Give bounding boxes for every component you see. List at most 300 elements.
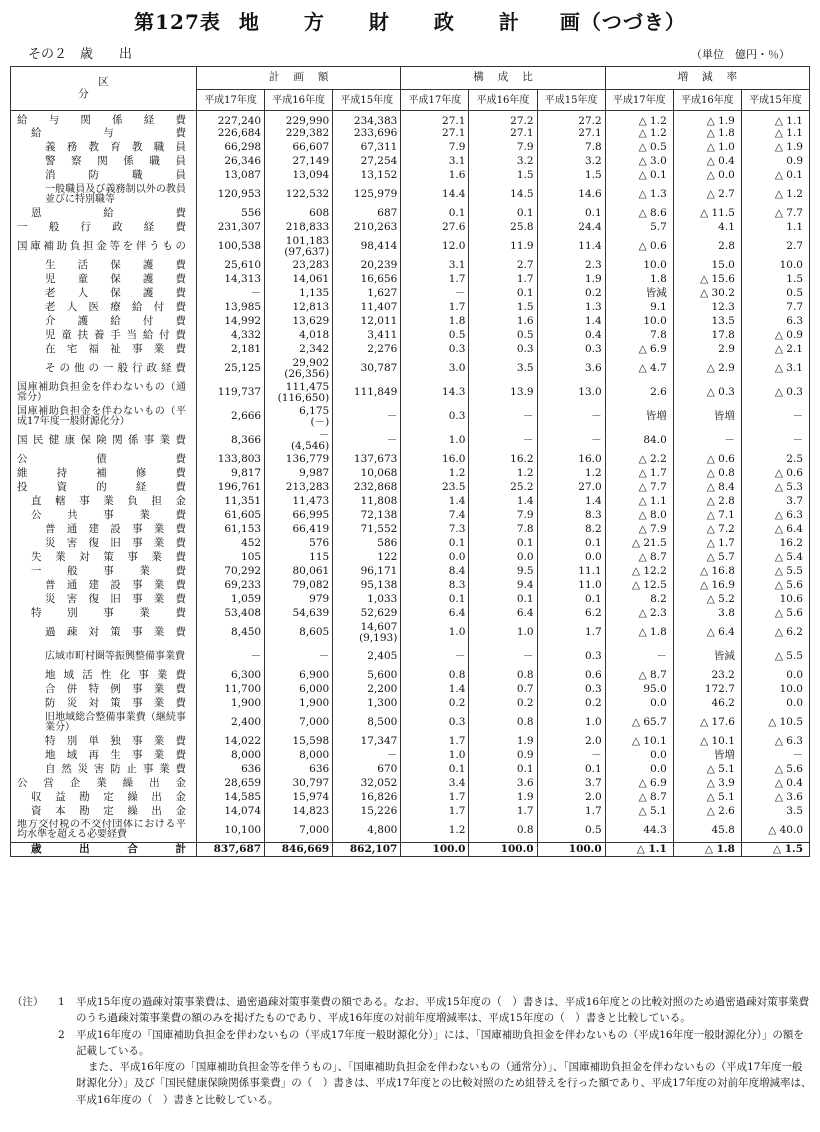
cell-text: － — [386, 410, 398, 423]
cell-value — [673, 169, 741, 183]
cell-text: 84.0 — [643, 434, 667, 447]
cell-text: 2,666 — [231, 410, 262, 423]
cell-text: 5,600 — [367, 669, 398, 682]
cell-text: 13,629 — [292, 315, 330, 328]
cell-value — [469, 287, 537, 301]
cell-value — [469, 593, 537, 607]
cell-text: 1.7 — [448, 735, 466, 748]
row-label: 直轄事業負担金 — [11, 495, 197, 509]
cell-text: △ 2.6 — [706, 805, 735, 818]
row-label: 給与関係経費 — [11, 111, 197, 127]
cell-text: △ 3.1 — [774, 362, 803, 375]
cell-text: 100.0 — [568, 843, 602, 856]
row-label: 国庫補助負担金を伴わないもの（通常分） — [11, 381, 197, 405]
cell-text: 1.3 — [584, 301, 602, 314]
cell-text: 0.0 — [650, 749, 667, 762]
cell-value — [401, 593, 469, 607]
cell-value — [605, 523, 673, 537]
cell-text: － — [454, 287, 466, 300]
cell-text: 0.5 — [584, 824, 602, 837]
header-year: 平成15年度 — [333, 90, 401, 111]
cell-text: 7,000 — [299, 716, 330, 729]
cell-text: 1.5 — [516, 301, 534, 314]
cell-value — [537, 287, 605, 301]
cell-value — [265, 607, 333, 621]
cell-value — [537, 169, 605, 183]
cell-value — [605, 805, 673, 819]
cell-value — [537, 155, 605, 169]
cell-value — [265, 259, 333, 273]
cell-value — [537, 467, 605, 481]
cell-text: 556 — [241, 207, 262, 220]
cell-value — [265, 509, 333, 523]
cell-value — [401, 111, 469, 127]
row-label: 国民健康保険関係事業費 — [11, 429, 197, 453]
cell-text: △ 7.7 — [774, 207, 803, 220]
cell-value — [265, 805, 333, 819]
note-item — [12, 1027, 812, 1060]
cell-value — [605, 453, 673, 467]
cell-value — [605, 669, 673, 683]
cell-text: 133,803 — [217, 453, 262, 466]
cell-value — [741, 141, 809, 155]
cell-text: 0.7 — [516, 683, 534, 696]
row-label: 一般職員及び義務制以外の教員並びに特別職等 — [11, 183, 197, 207]
cell-text: 66,419 — [292, 523, 330, 536]
cell-value — [401, 819, 469, 843]
cell-text: △ 1.1 — [636, 843, 667, 856]
cell-value — [741, 593, 809, 607]
cell-text: 16.0 — [578, 453, 602, 466]
cell-value — [265, 645, 333, 669]
cell-value — [673, 287, 741, 301]
cell-text: 1,627 — [367, 287, 398, 300]
cell-text: 45.8 — [711, 824, 735, 837]
cell-value — [333, 551, 401, 565]
cell-text: △ 5.1 — [638, 805, 667, 818]
table-row — [11, 357, 810, 381]
cell-value — [537, 843, 605, 857]
cell-value — [401, 467, 469, 481]
cell-value — [537, 207, 605, 221]
header-plan-amount: 計画額 — [197, 67, 401, 90]
header-year: 平成16年度 — [265, 90, 333, 111]
cell-value — [333, 155, 401, 169]
cell-value — [265, 207, 333, 221]
cell-text: 1.4 — [448, 495, 466, 508]
cell-text: 0.9 — [786, 155, 803, 168]
cell-text: 210,263 — [353, 221, 398, 234]
cell-value — [333, 763, 401, 777]
cell-text: 27.1 — [510, 127, 534, 140]
cell-value — [333, 357, 401, 381]
cell-value — [741, 735, 809, 749]
cell-comparison-value: (116,650) — [277, 391, 330, 404]
cell-value — [401, 607, 469, 621]
cell-text: △ 2.2 — [638, 453, 667, 466]
cell-value — [673, 453, 741, 467]
cell-text: 11,351 — [224, 495, 262, 508]
cell-text: 69,233 — [224, 579, 262, 592]
cell-value — [401, 749, 469, 763]
cell-text: 8,000 — [299, 749, 330, 762]
cell-value — [401, 259, 469, 273]
cell-text: △ 10.1 — [700, 735, 735, 748]
cell-value — [197, 221, 265, 235]
cell-value — [673, 141, 741, 155]
cell-text: 2.6 — [650, 386, 667, 399]
cell-value — [673, 843, 741, 857]
row-label: 地域活性化事業費 — [11, 669, 197, 683]
cell-text: 3.8 — [718, 607, 735, 620]
cell-value — [469, 607, 537, 621]
table-row — [11, 381, 810, 405]
cell-value — [537, 453, 605, 467]
cell-value — [197, 683, 265, 697]
cell-value — [401, 481, 469, 495]
cell-value — [197, 343, 265, 357]
cell-value — [333, 697, 401, 711]
cell-value — [197, 141, 265, 155]
table-row — [11, 481, 810, 495]
cell-value — [605, 509, 673, 523]
cell-text: 7.8 — [516, 523, 534, 536]
cell-value — [673, 683, 741, 697]
cell-value — [265, 343, 333, 357]
cell-value — [537, 495, 605, 509]
cell-text: 1.1 — [786, 221, 803, 234]
cell-value — [333, 259, 401, 273]
table-row — [11, 453, 810, 467]
cell-text: － — [656, 650, 667, 663]
cell-value — [741, 537, 809, 551]
cell-text: 1.0 — [448, 749, 466, 762]
cell-text: 2.9 — [718, 343, 735, 356]
cell-text: 7.8 — [650, 329, 667, 342]
cell-text: 13,985 — [224, 301, 262, 314]
cell-value — [741, 579, 809, 593]
cell-value — [197, 509, 265, 523]
cell-text: 7.9 — [516, 509, 534, 522]
table-row — [11, 315, 810, 329]
cell-text: － — [250, 287, 262, 300]
cell-text: 229,990 — [285, 114, 330, 127]
cell-value — [537, 791, 605, 805]
cell-text: 72,138 — [360, 509, 398, 522]
cell-value — [741, 791, 809, 805]
cell-text: 9,817 — [231, 467, 262, 480]
cell-text: △ 1.7 — [638, 467, 667, 480]
cell-value — [537, 669, 605, 683]
cell-text: 79,082 — [292, 579, 330, 592]
cell-text: 0.1 — [448, 537, 466, 550]
cell-text: △ 0.3 — [706, 386, 735, 399]
cell-text: △ 10.1 — [631, 735, 667, 748]
cell-text: 16,656 — [360, 273, 398, 286]
cell-text: △ 30.2 — [700, 287, 735, 300]
cell-text: 71,552 — [360, 523, 398, 536]
cell-value — [197, 711, 265, 735]
cell-text: 8.2 — [584, 523, 602, 536]
cell-value — [605, 467, 673, 481]
cell-value — [605, 819, 673, 843]
row-label: 消防職員 — [11, 169, 197, 183]
cell-value — [605, 329, 673, 343]
cell-text: 100.0 — [432, 843, 466, 856]
cell-text: △ 8.6 — [638, 207, 667, 220]
cell-value — [605, 683, 673, 697]
table-row — [11, 273, 810, 287]
cell-text: － — [523, 410, 534, 423]
cell-value — [265, 111, 333, 127]
cell-value — [401, 273, 469, 287]
cell-value — [469, 669, 537, 683]
cell-text: 0.1 — [516, 287, 534, 300]
cell-text: 3.4 — [448, 777, 466, 790]
cell-text: △ 0.3 — [774, 386, 803, 399]
cell-value — [401, 169, 469, 183]
cell-text: 8.3 — [448, 579, 466, 592]
cell-text: 0.1 — [584, 763, 602, 776]
table-row — [11, 127, 810, 141]
cell-value — [401, 207, 469, 221]
cell-value — [333, 221, 401, 235]
row-label: 児童扶養手当給付費 — [11, 329, 197, 343]
cell-value — [673, 273, 741, 287]
cell-text: △ 0.4 — [706, 155, 735, 168]
row-label: 災害復旧事業費 — [11, 537, 197, 551]
title-part: 画（つづき） — [559, 10, 686, 34]
cell-text: △ 7.9 — [638, 523, 667, 536]
cell-value — [265, 273, 333, 287]
cell-text: 0.8 — [448, 669, 466, 682]
cell-text: △ 1.1 — [774, 127, 803, 140]
cell-value — [401, 315, 469, 329]
cell-text: 16.2 — [779, 537, 803, 550]
cell-value — [469, 259, 537, 273]
cell-value — [197, 235, 265, 259]
cell-text: 196,761 — [217, 481, 262, 494]
cell-text: 862,107 — [349, 843, 398, 856]
cell-value — [197, 127, 265, 141]
cell-value — [401, 343, 469, 357]
cell-text: 1.2 — [584, 467, 602, 480]
cell-text: 15.0 — [711, 259, 735, 272]
cell-value — [333, 453, 401, 467]
cell-text: 14.5 — [510, 188, 534, 201]
cell-text: 8.3 — [584, 509, 602, 522]
cell-text: △ 0.4 — [774, 777, 803, 790]
row-label: 恩給費 — [11, 207, 197, 221]
cell-value — [741, 819, 809, 843]
cell-text: △ 1.9 — [774, 141, 803, 154]
cell-value — [673, 805, 741, 819]
row-label: その他の一般行政経費 — [11, 357, 197, 381]
cell-text: 54,639 — [292, 607, 330, 620]
cell-text: 13.9 — [510, 386, 534, 399]
cell-text: 1.4 — [448, 683, 466, 696]
cell-text: 11.1 — [578, 565, 602, 578]
table-row — [11, 221, 810, 235]
cell-text: 95.0 — [643, 683, 667, 696]
cell-value — [401, 683, 469, 697]
cell-text: 3.2 — [516, 155, 534, 168]
cell-text: 2,405 — [367, 650, 398, 663]
cell-text: － — [318, 429, 330, 442]
cell-text: △ 0.5 — [638, 141, 667, 154]
cell-text: 1.2 — [516, 467, 534, 480]
cell-value — [265, 791, 333, 805]
cell-value — [401, 645, 469, 669]
cell-value — [265, 221, 333, 235]
cell-value — [537, 579, 605, 593]
cell-value — [197, 805, 265, 819]
title-part: 計 — [498, 10, 520, 34]
cell-text: 213,283 — [285, 481, 330, 494]
cell-text: 16,826 — [360, 791, 398, 804]
cell-value — [673, 405, 741, 429]
cell-value — [605, 111, 673, 127]
cell-text: 122 — [377, 551, 398, 564]
cell-text: △ 5.1 — [706, 763, 735, 776]
row-label: 維持補修費 — [11, 467, 197, 481]
header-kubun: 区 分 — [11, 67, 197, 111]
notes-section — [12, 994, 812, 1108]
cell-text: △ 3.0 — [638, 155, 667, 168]
cell-value — [469, 343, 537, 357]
cell-value — [401, 777, 469, 791]
cell-value — [197, 301, 265, 315]
cell-text: △ 8.7 — [638, 551, 667, 564]
cell-value — [197, 111, 265, 127]
cell-text: 96,171 — [360, 565, 398, 578]
cell-value — [469, 453, 537, 467]
cell-text: 0.3 — [584, 650, 602, 663]
cell-value — [537, 343, 605, 357]
cell-value — [741, 235, 809, 259]
cell-value — [741, 763, 809, 777]
cell-text: 0.0 — [516, 551, 534, 564]
cell-value — [741, 805, 809, 819]
cell-text: 0.8 — [516, 716, 534, 729]
cell-text: 105 — [241, 551, 262, 564]
row-label: 児童保護費 — [11, 273, 197, 287]
cell-value — [605, 537, 673, 551]
cell-text: 0.3 — [448, 343, 466, 356]
cell-value — [469, 467, 537, 481]
cell-text: 9.5 — [516, 565, 534, 578]
cell-value — [537, 315, 605, 329]
cell-value — [469, 683, 537, 697]
cell-value — [197, 537, 265, 551]
cell-text: 14,022 — [224, 735, 262, 748]
cell-text: 3,411 — [367, 329, 398, 342]
cell-text: 6.3 — [786, 315, 803, 328]
cell-value — [741, 207, 809, 221]
cell-value — [673, 697, 741, 711]
row-label: 過疎対策事業費 — [11, 621, 197, 645]
cell-value — [673, 329, 741, 343]
cell-text: － — [792, 749, 803, 762]
cell-value — [401, 141, 469, 155]
table-row — [11, 669, 810, 683]
cell-text: 6,900 — [299, 669, 330, 682]
cell-value — [605, 777, 673, 791]
cell-value — [333, 183, 401, 207]
table-row — [11, 509, 810, 523]
cell-value — [741, 711, 809, 735]
cell-text: 13,087 — [224, 169, 262, 182]
cell-text: 7.3 — [448, 523, 466, 536]
cell-value — [673, 357, 741, 381]
cell-text: 115 — [309, 551, 330, 564]
cell-text: 95,138 — [360, 579, 398, 592]
table-row — [11, 329, 810, 343]
cell-value — [469, 111, 537, 127]
cell-value — [741, 329, 809, 343]
cell-text: 6.4 — [448, 607, 466, 620]
cell-value — [605, 381, 673, 405]
row-label: 合併特例事業費 — [11, 683, 197, 697]
cell-value — [673, 301, 741, 315]
cell-value — [333, 273, 401, 287]
cell-value — [537, 537, 605, 551]
cell-text: △ 5.2 — [706, 593, 735, 606]
cell-text: 23.2 — [711, 669, 735, 682]
cell-text: △ 5.6 — [774, 579, 803, 592]
cell-comparison-value: (9,193) — [359, 631, 398, 644]
cell-text: 0.0 — [448, 551, 466, 564]
cell-value — [537, 593, 605, 607]
table-row — [11, 749, 810, 763]
cell-value — [741, 697, 809, 711]
cell-text: 2.0 — [584, 791, 602, 804]
table-row — [11, 183, 810, 207]
cell-value — [401, 221, 469, 235]
cell-text: 0.1 — [516, 207, 534, 220]
cell-value — [265, 315, 333, 329]
cell-value — [605, 273, 673, 287]
cell-text: 1.7 — [584, 805, 602, 818]
cell-text: 6.2 — [584, 607, 602, 620]
row-label: 歳出合計 — [11, 843, 197, 857]
cell-value — [333, 141, 401, 155]
cell-text: 1.6 — [448, 169, 466, 182]
cell-text: 586 — [377, 537, 398, 550]
cell-value — [197, 791, 265, 805]
cell-value — [537, 481, 605, 495]
row-label: 収益勘定繰出金 — [11, 791, 197, 805]
cell-value — [469, 735, 537, 749]
cell-value — [401, 509, 469, 523]
cell-value — [537, 183, 605, 207]
cell-value — [265, 537, 333, 551]
cell-text: 2.7 — [786, 240, 803, 253]
cell-value — [401, 551, 469, 565]
table-row — [11, 235, 810, 259]
cell-value — [265, 495, 333, 509]
cell-text: 6,000 — [299, 683, 330, 696]
row-label: 一般行政経費 — [11, 221, 197, 235]
cell-value — [401, 711, 469, 735]
cell-text: 0.3 — [584, 343, 602, 356]
cell-text: 1.7 — [448, 301, 466, 314]
cell-text: 7.8 — [584, 141, 602, 154]
cell-value — [197, 777, 265, 791]
cell-text: 687 — [377, 207, 398, 220]
cell-value — [605, 551, 673, 565]
cell-value — [605, 495, 673, 509]
